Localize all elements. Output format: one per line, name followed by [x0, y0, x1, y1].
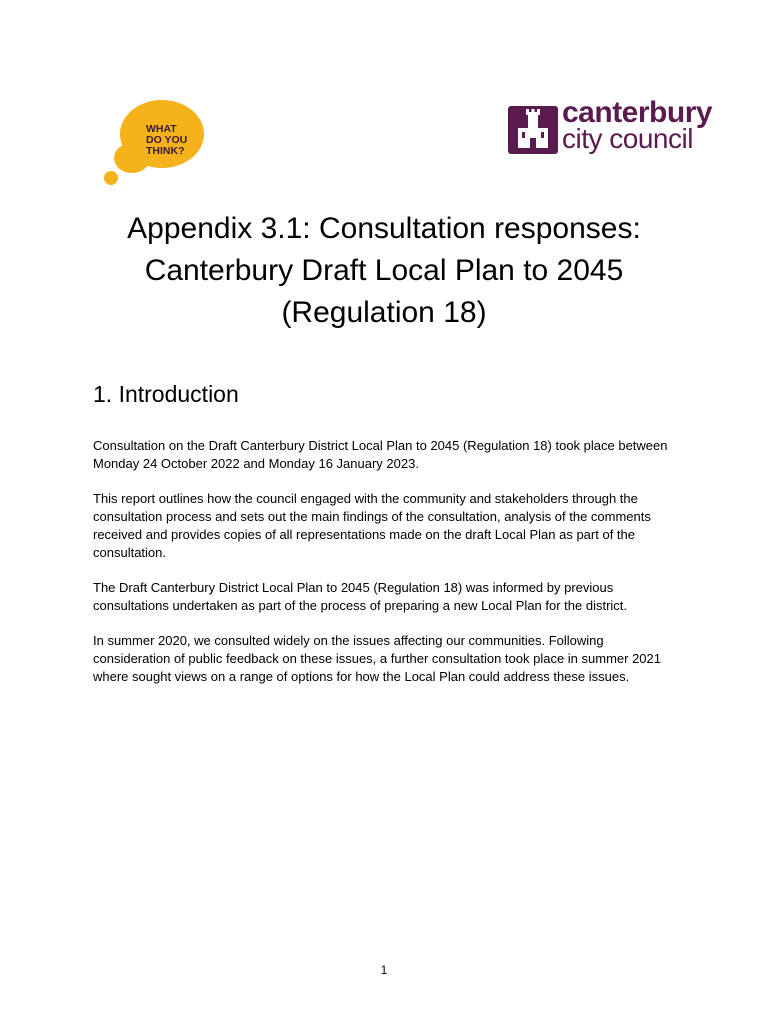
- paragraph-2: This report outlines how the council engaged with the community and stakeholders through the consultation process and sets out the main findings of the consultation, analysis of the comments received and provides copies of all representations made on the draft Local Plan as part of the consultation.: [93, 491, 651, 560]
- title-line-3: (Regulation 18): [281, 296, 487, 329]
- introduction-body: [93, 437, 683, 703]
- council-logo-word-2: city council: [562, 123, 693, 154]
- council-logo-word-1: canterbury: [562, 96, 713, 129]
- what-do-you-think-logo: [96, 90, 214, 200]
- section-heading-introduction: 1. Introduction: [93, 381, 239, 407]
- title-line-1: Appendix 3.1: Consultation responses:: [127, 212, 641, 245]
- cathedral-icon: [508, 106, 558, 154]
- document-title: [60, 208, 708, 334]
- paragraph-4: In summer 2020, we consulted widely on the issues affecting our communities. Following consideration of public feedback on these issues, a further consultation took place in summer 2021 where sought views on a range of options for how the Local Plan could address these issues.: [93, 633, 662, 684]
- paragraph-1: Consultation on the Draft Canterbury District Local Plan to 2045 (Regulation 18) took place between Monday 24 October 2022 and Monday 16 January 2023.: [93, 438, 668, 471]
- logo-text-line-3: THINK?: [146, 145, 185, 157]
- page-number: 1: [380, 963, 388, 977]
- title-line-2: Canterbury Draft Local Plan to 2045: [144, 254, 624, 287]
- logo-text-line-1: WHAT: [146, 123, 177, 135]
- speech-bubble-icon: [96, 90, 214, 200]
- logo-text-line-2: DO YOU: [146, 134, 188, 146]
- paragraph-3: The Draft Canterbury District Local Plan to 2045 (Regulation 18) was informed by previous consultations undertaken as part of the process of preparing a new Local Plan for the district.: [93, 580, 628, 613]
- canterbury-city-council-logo: [508, 96, 728, 160]
